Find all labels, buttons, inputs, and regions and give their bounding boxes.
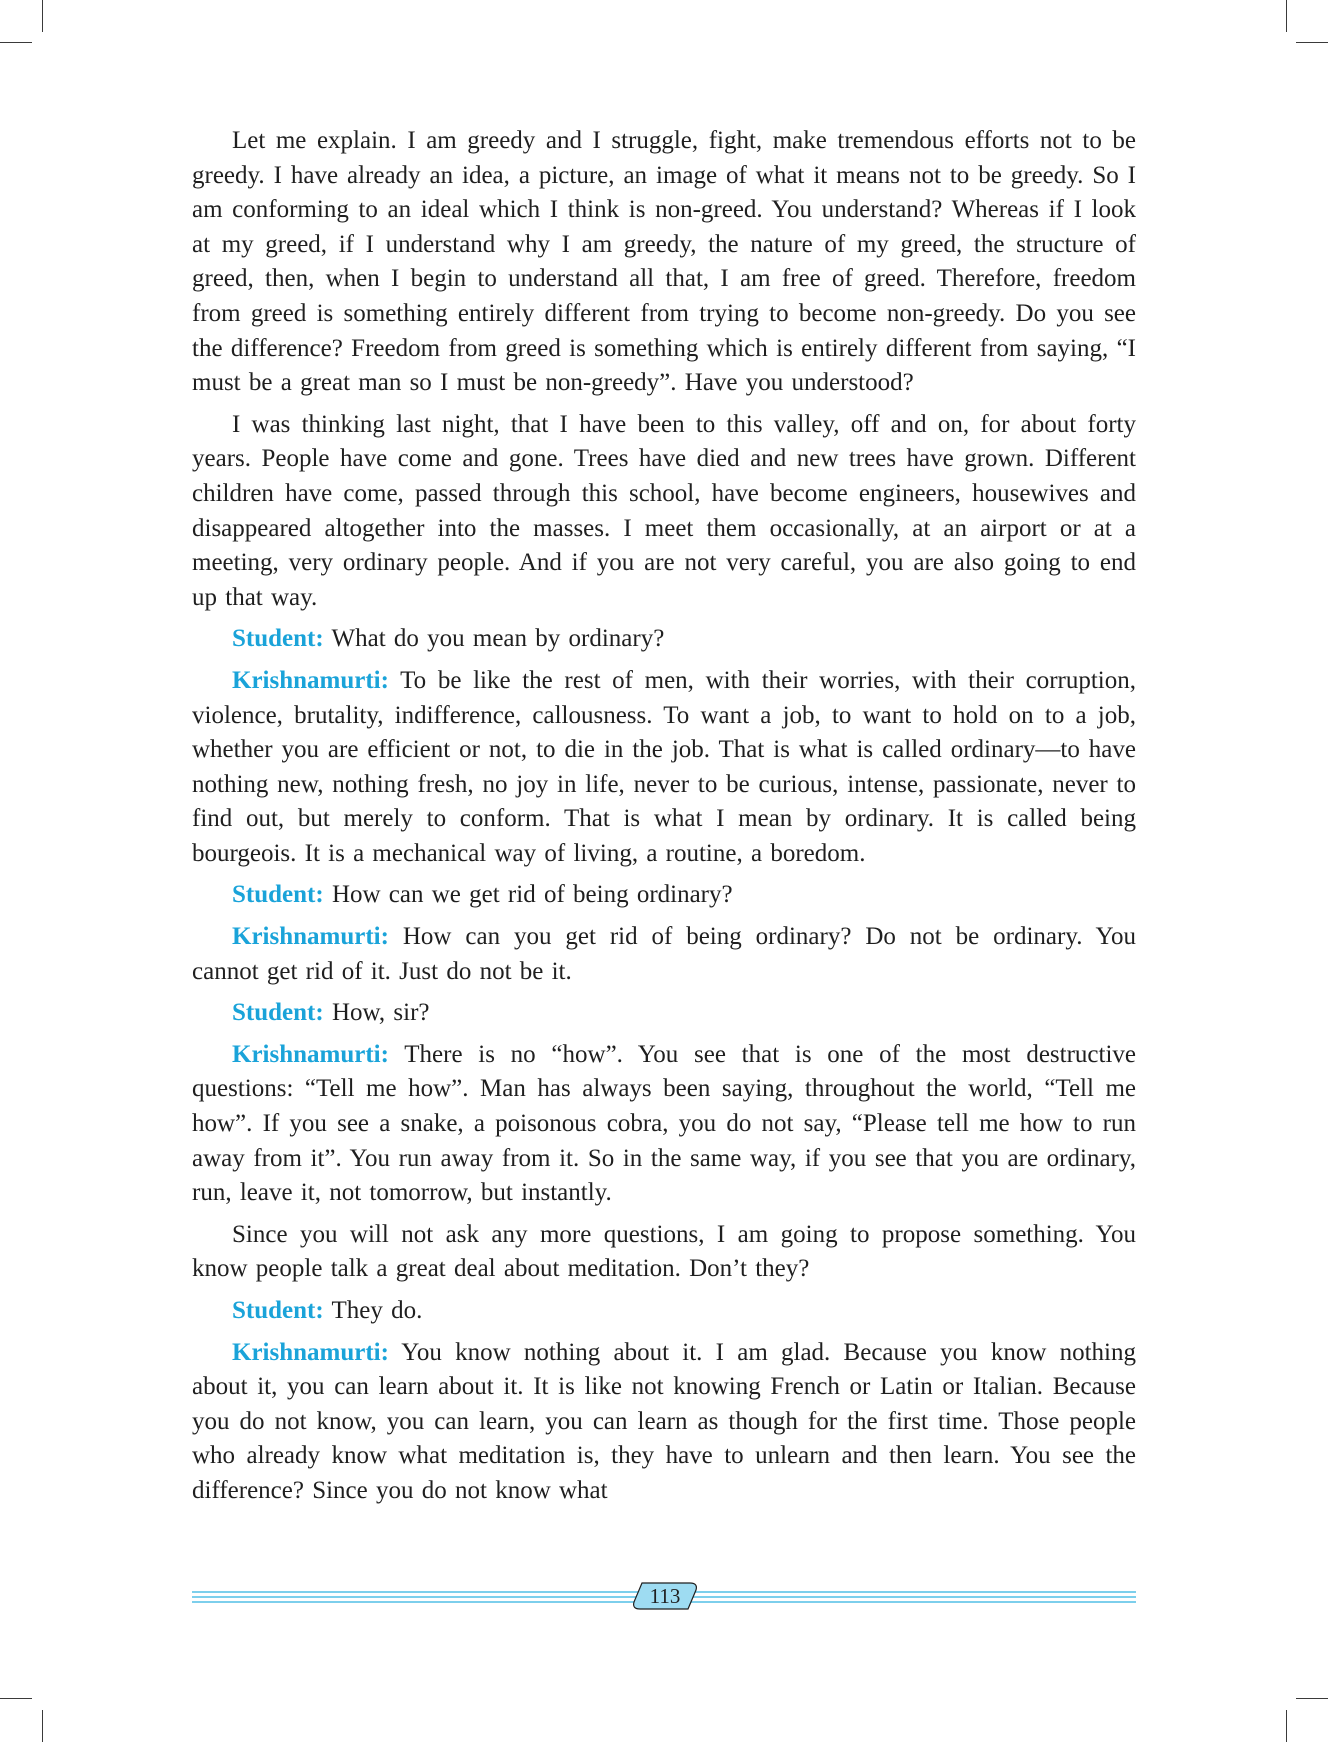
crop-mark — [1286, 0, 1287, 32]
dialogue-line — [192, 996, 1136, 1031]
dialogue-line — [192, 1038, 1136, 1211]
speaker-label: Student: — [232, 881, 324, 909]
dialogue-text: There is no “how”. You see that is one of the most destructive questions: “Tell me how”. Man has always been saying, throughout the world, “Tell me how”. If you see a snake, a poisonous cobra, you do not say, “Please tell me how to run away from it”. You run away from it. So in the same way, if you see that you are ordinary, run, leave it, not tomorrow, but instantly. — [192, 1040, 1136, 1207]
crop-mark — [1286, 1710, 1287, 1742]
page-number: 113 — [649, 1584, 681, 1608]
paragraph-text: I was thinking last night, that I have been to this valley, off and on, for about forty years. People have come and gone. Trees have died and new trees have grown. Different children have come, passed through this school, have become engineers, housewives and disappeared altogether into the masses. I meet them occasionally, at an airport or at a meeting, very ordinary people. And if you are not very careful, you are also going to end up that way. — [192, 410, 1136, 611]
dialogue-text: How can we get rid of being ordinary? — [331, 881, 733, 909]
paragraph — [192, 1218, 1136, 1287]
crop-mark — [42, 0, 43, 32]
page-footer — [192, 1582, 1136, 1612]
dialogue-line — [192, 1336, 1136, 1509]
dialogue-text: What do you mean by ordinary? — [331, 625, 665, 653]
dialogue-text: They do. — [331, 1297, 423, 1324]
dialogue-text: How, sir? — [331, 999, 430, 1027]
dialogue-line — [192, 878, 1136, 913]
speaker-label: Krishnamurti: — [232, 923, 389, 951]
crop-mark — [0, 42, 32, 43]
dialogue-line — [192, 1294, 1136, 1329]
paragraph — [192, 408, 1136, 616]
speaker-label: Krishnamurti: — [232, 1040, 389, 1068]
dialogue-text: How can you get rid of being ordinary? Do not be ordinary. You cannot get rid of it. Just do not be it. — [192, 923, 1136, 985]
speaker-label: Student: — [232, 999, 324, 1027]
speaker-label: Student: — [232, 1297, 324, 1324]
crop-mark — [1296, 1698, 1328, 1699]
page-body — [192, 124, 1136, 1516]
dialogue-text: You know nothing about it. I am glad. Because you know nothing about it, you can learn about it. It is like not knowing French or Latin or Italian. Because you do not know, you can learn, you can learn as though for the first time. Those people who already know what meditation is, they have to unlearn and then learn. You see the difference? Since you do not know what — [192, 1338, 1137, 1504]
crop-mark — [0, 1698, 32, 1699]
paragraph-text: Let me explain. I am greedy and I struggle, fight, make tremendous efforts not to be greedy. I have already an idea, a picture, an image of what it means not to be greedy. So I am conforming to an ideal which I think is non-greed. You understand? Whereas if I look at my greed, if I understand why I am greedy, the nature of my greed, the structure of greed, then, when I begin to understand all that, I am free of greed. Therefore, freedom from greed is something entirely different from trying to become non-greedy. Do you see the difference? Freedom from greed is something which is entirely different from saying, “I must be a great man so I must be non-greedy”. Have you understood? — [192, 127, 1136, 397]
dialogue-text: To be like the rest of men, with their worries, with their corruption, violence, brutality, indifference, callousness. To want a job, to want to hold on to a job, whether you are efficient or not, to die in the job. That is what is called ordinary—to have nothing new, nothing fresh, no joy in life, never to be curious, intense, passionate, never to find out, but merely to conform. That is what I mean by ordinary. It is called being bourgeois. It is a mechanical way of living, a routine, a boredom. — [192, 666, 1136, 867]
paragraph — [192, 124, 1136, 401]
speaker-label: Krishnamurti: — [232, 666, 389, 694]
paragraph-text: Since you will not ask any more questions, I am going to propose something. You know people talk a great deal about meditation. Don’t they? — [192, 1220, 1136, 1283]
dialogue-line — [192, 664, 1136, 872]
dialogue-line — [192, 920, 1136, 989]
crop-mark — [42, 1710, 43, 1742]
speaker-label: Krishnamurti: — [232, 1338, 389, 1366]
page-number-badge — [632, 1582, 698, 1610]
speaker-label: Student: — [232, 625, 324, 653]
dialogue-line — [192, 622, 1136, 657]
crop-mark — [1296, 42, 1328, 43]
